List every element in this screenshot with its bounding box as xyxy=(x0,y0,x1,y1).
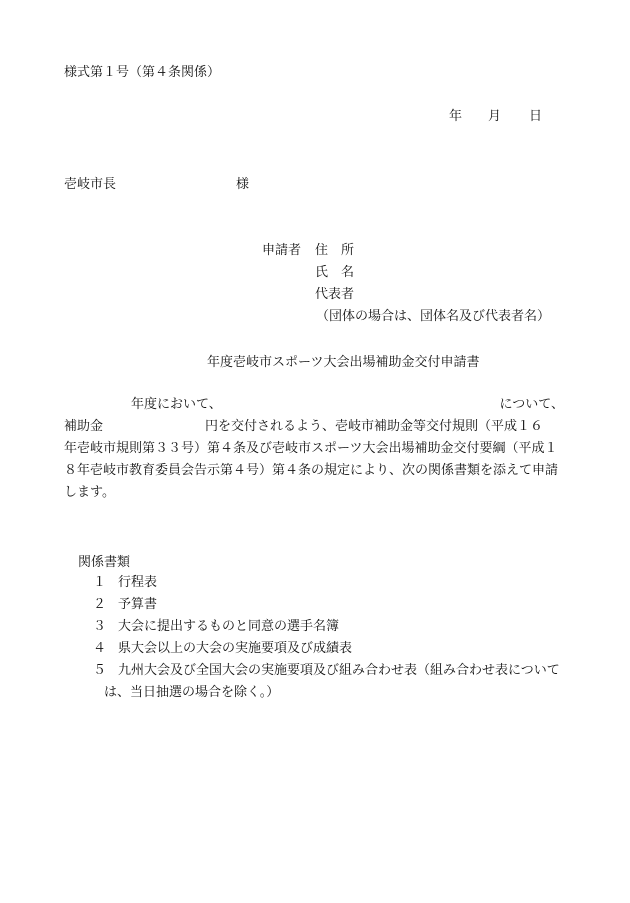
body-line-3: 年壱岐市規則第３３号）第４条及び壱岐市スポーツ大会出場補助金交付要綱（平成１ xyxy=(64,441,558,456)
list-item: 大会に提出するものと同意の選手名簿 xyxy=(118,619,340,634)
list-item-continuation: は、当日抽選の場合を除く。） xyxy=(104,685,280,700)
date-day-label: 日 xyxy=(529,109,543,124)
list-item: 行程表 xyxy=(118,575,158,590)
list-item: 県大会以上の大会の実施要項及び成績表 xyxy=(118,641,353,656)
document-title: 年度壱岐市スポーツ大会出場補助金交付申請書 xyxy=(207,355,480,370)
list-item-number: １ xyxy=(93,575,107,590)
body-line-4: ８年壱岐市教育委員会告示第４号）第４条の規定により、次の関係書類を添えて申請 xyxy=(64,463,559,478)
list-item-number: ５ xyxy=(93,663,107,678)
list-item-number: ２ xyxy=(93,597,107,612)
body-line-1 xyxy=(64,398,564,414)
list-item: 予算書 xyxy=(118,597,158,612)
body-line-5: します。 xyxy=(64,485,115,500)
address-label: 住 所 xyxy=(315,243,355,258)
list-item-number: ４ xyxy=(93,641,107,656)
list-item: 九州大会及び全国大会の実施要項及び組み合わせ表（組み合わせ表について xyxy=(118,663,560,678)
applicant-label: 申請者 xyxy=(262,243,302,258)
form-number: 様式第１号（第４条関係） xyxy=(64,65,221,80)
body-line-1-left: 年度において、 xyxy=(131,397,222,412)
date-month-label: 月 xyxy=(488,109,502,124)
body-line-2-right: 円を交付されるよう、壱岐市補助金等交付規則（平成１６ xyxy=(205,419,544,434)
related-documents-heading: 関係書類 xyxy=(78,555,131,570)
date-year-label: 年 xyxy=(449,109,463,124)
list-item-number: ３ xyxy=(93,619,107,634)
body-line-1-right: について、 xyxy=(499,397,564,412)
recipient-name: 壱岐市長 xyxy=(64,177,117,192)
representative-label: 代表者 xyxy=(315,287,355,302)
recipient-honorific: 様 xyxy=(236,177,250,192)
name-label: 氏 名 xyxy=(315,265,355,280)
body-line-2-left: 補助金 xyxy=(64,419,104,434)
body-line-2 xyxy=(64,420,576,436)
group-note: （団体の場合は、団体名及び代表者名） xyxy=(316,309,551,324)
